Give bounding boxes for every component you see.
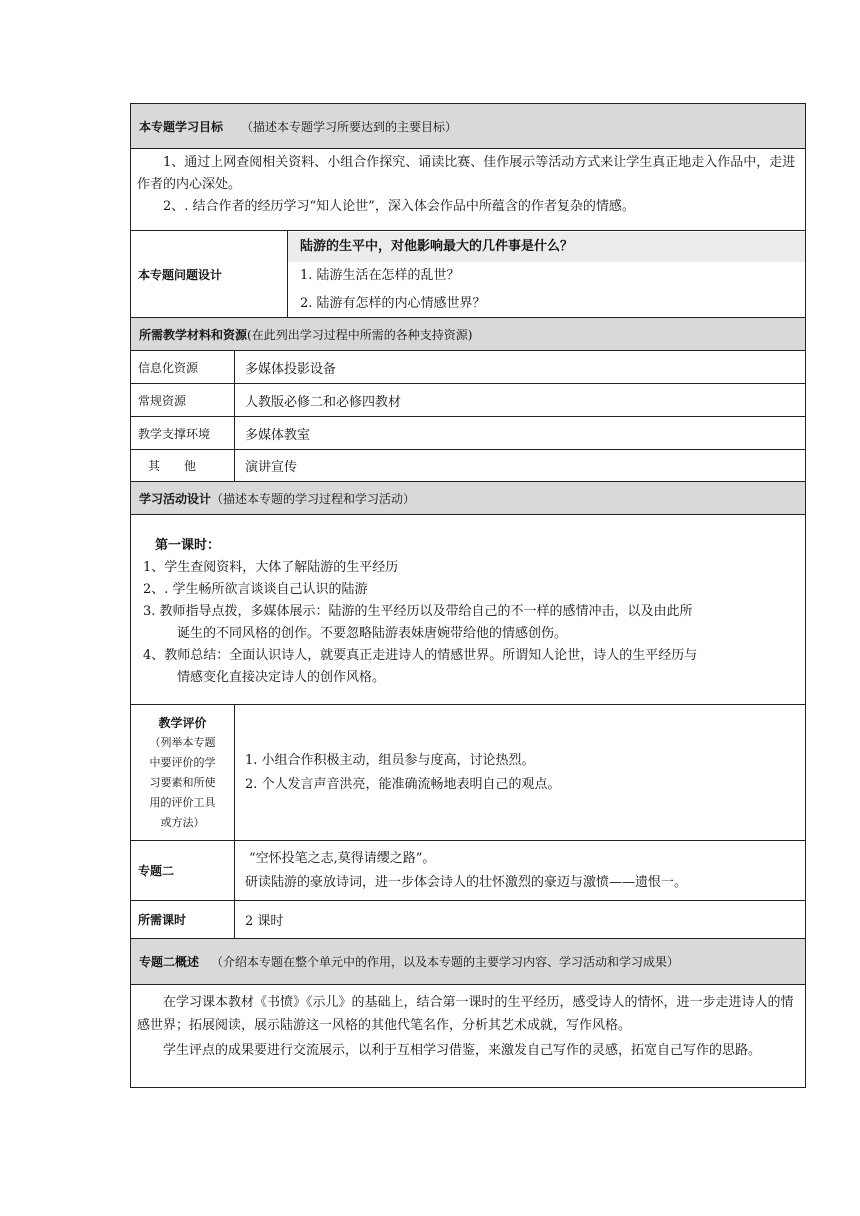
overview-header-note: （介绍本专题在整个单元中的作用，以及本专题的主要学习内容、学习活动和学习成果） xyxy=(211,955,680,969)
evaluation-content xyxy=(235,705,805,840)
goals-header xyxy=(130,103,806,149)
resource-row xyxy=(130,351,806,384)
evaluation-note-line: 或方法） xyxy=(160,815,205,829)
resource-label: 常规资源 xyxy=(138,393,187,408)
evaluation-note-line: （列举本专题 xyxy=(149,735,216,749)
resource-row xyxy=(130,417,806,450)
problem-design-row xyxy=(130,231,806,318)
problem-item-1: 1. 陆游生活在怎样的乱世？ xyxy=(300,268,460,283)
activity-header xyxy=(130,482,806,515)
topic2-row xyxy=(130,841,806,901)
resource-value: 演讲宣传 xyxy=(245,460,298,475)
resource-label: 其 他 xyxy=(148,459,197,473)
activity-header-title: 学习活动设计 xyxy=(139,491,212,506)
activity-item-continued: 诞生的不同风格的创作。不要忽略陆游表妹唐婉带给他的情感创伤。 xyxy=(177,626,568,641)
activity-item-continued: 情感变化直接决定诗人的创作风格。 xyxy=(177,670,386,685)
lesson-title: 第一课时： xyxy=(155,538,221,553)
problem-item-2: 2. 陆游有怎样的内心情感世界？ xyxy=(300,296,486,311)
activity-header-note: （描述本专题的学习过程和学习活动） xyxy=(211,491,416,506)
overview-paragraph-2: 学生评点的成果要进行交流展示，以利于互相学习借鉴，来激发自己写作的灵感，拓宽自己写作的思路。 xyxy=(163,1043,762,1058)
lesson-plan-table xyxy=(130,103,806,1088)
resources-header-title: 所需教学材料和资源 xyxy=(139,327,248,342)
evaluation-row xyxy=(130,705,806,841)
resource-value: 人教版必修二和必修四教材 xyxy=(245,394,402,410)
overview-header-title: 专题二概述 xyxy=(139,955,200,969)
problem-design-label: 本专题问题设计 xyxy=(138,267,223,282)
evaluation-item: 1. 小组合作积极主动，组员参与度高，讨论热烈。 xyxy=(245,752,535,768)
resources-header-note: (在此列出学习过程中所需的各种支持资源) xyxy=(247,327,473,342)
evaluation-item: 2. 个人发言声音洪亮，能准确流畅地表明自己的观点。 xyxy=(245,776,561,792)
activity-item: 1、学生查阅资料，大体了解陆游的生平经历 xyxy=(143,560,399,575)
resource-row xyxy=(130,384,806,417)
problem-title: 陆游的生平中，对他影响最大的几件事是什么？ xyxy=(288,232,805,262)
problem-design-content xyxy=(288,231,805,317)
overview-body xyxy=(130,985,806,1088)
activity-item: 3. 教师指导点拨，多媒体展示：陆游的生平经历以及带给自己的不一样的感情冲击，以及由此所 xyxy=(143,604,693,619)
resource-label: 信息化资源 xyxy=(138,360,199,375)
resource-value: 多媒体教室 xyxy=(245,427,311,443)
resources-header xyxy=(130,318,806,351)
overview-header xyxy=(130,939,806,985)
topic2-description: 研读陆游的豪放诗词，进一步体会诗人的壮怀激烈的豪迈与激愤——遗恨一。 xyxy=(245,874,688,890)
goal-paragraph-2: 2、. 结合作者的经历学习“知人论世”，深入体会作品中所蕴含的作者复杂的情感。 xyxy=(163,199,635,214)
activity-body xyxy=(130,515,806,705)
goals-header-title: 本专题学习目标 xyxy=(139,119,224,134)
goal-paragraph-1: 1、通过上网查阅相关资料、小组合作探究、诵读比赛、佳作展示等活动方式来让学生真正地走入作品中，走进作者的内心深处。 xyxy=(137,155,796,192)
hours-value: 2 课时 xyxy=(245,914,284,929)
evaluation-note-line: 习要素和所使 xyxy=(149,775,216,789)
topic2-label: 专题二 xyxy=(138,864,175,878)
evaluation-label-cell xyxy=(131,705,235,840)
resource-row xyxy=(130,450,806,482)
evaluation-title: 教学评价 xyxy=(158,715,207,730)
topic2-content xyxy=(235,841,805,900)
hours-label: 所需课时 xyxy=(138,913,187,927)
activity-item: 2、. 学生畅所欲言谈谈自己认识的陆游 xyxy=(143,582,368,597)
evaluation-note-line: 中要评价的学 xyxy=(149,755,216,769)
resource-value: 多媒体投影设备 xyxy=(245,361,337,377)
resource-label: 教学支撑环境 xyxy=(138,426,211,441)
activity-item: 4、教师总结：全面认识诗人，就要真正走进诗人的情感世界。所谓知人论世，诗人的生平经历与 xyxy=(143,648,698,663)
goals-body xyxy=(130,149,806,231)
topic2-quote: “空怀投笔之志,莫得请缨之路”。 xyxy=(249,850,436,866)
hours-row xyxy=(130,901,806,939)
problem-design-label-cell xyxy=(131,231,288,317)
overview-paragraph-1: 在学习课本教材《书愤》《示儿》的基础上，结合第一课时的生平经历，感受诗人的情怀，进一步走进诗人的情感世界；拓展阅读，展示陆游这一风格的其他代笔名作，分析其艺术成就，写作风格。 xyxy=(137,995,794,1033)
evaluation-note-line: 用的评价工具 xyxy=(149,795,216,809)
goals-header-note: （描述本专题学习所要达到的主要目标） xyxy=(241,119,458,134)
